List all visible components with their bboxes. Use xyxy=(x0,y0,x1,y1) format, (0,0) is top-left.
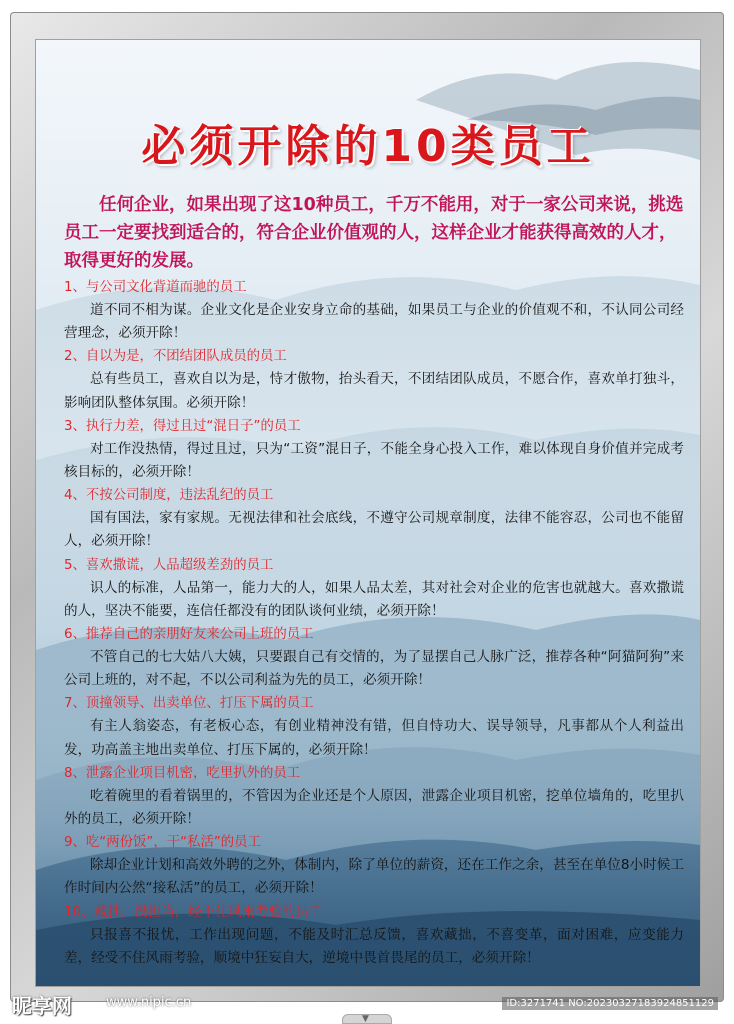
list-item xyxy=(64,554,686,623)
item-body: 识人的标准，人品第一，能力大的人，如果人品太差，其对社会对企业的危害也就越大。喜欢撒谎的人，坚决不能要，连信任都没有的团队谈何业绩，必须开除！ xyxy=(64,579,684,619)
item-body: 除却企业计划和高效外聘的之外，体制内，除了单位的薪资，还在工作之余，甚至在单位8小时候工作时间内公然“接私活”的员工，必须开除！ xyxy=(64,857,684,897)
poster-panel xyxy=(36,40,700,986)
item-body: 吃着碗里的看着锅里的，不管因为企业还是个人原因，泄露企业项目机密，挖单位墙角的，吃里扒外的员工，必须开除！ xyxy=(64,787,684,828)
page-title: 必须开除的10类员工 xyxy=(141,121,595,172)
item-heading: 5、喜欢撒谎，人品超级差劲的员工 xyxy=(64,557,274,573)
item-heading: 8、泄露企业项目机密，吃里扒外的员工 xyxy=(64,765,301,781)
list-item xyxy=(64,415,686,484)
item-heading: 6、推荐自己的亲朋好友来公司上班的员工 xyxy=(64,627,314,643)
item-body: 总有些员工，喜欢自以为是，恃才傲物，抬头看天，不团结团队成员，不愿合作，喜欢单打独斗，影响团队整体氛围。必须开除！ xyxy=(64,371,684,411)
item-body: 不管自己的七大姑八大姨，只要跟自己有交情的，为了显摆自己人脉广泛，推荐各种“阿猫阿狗”来公司上班的，对不起，不以公司利益为先的员工，必须开除！ xyxy=(64,649,684,689)
item-body: 对工作没热情，得过且过，只为“工资”混日子，不能全身心投入工作，难以体现自身价值并完成考核目标的，必须开除！ xyxy=(64,440,684,481)
item-heading: 10、藏拙，没担当，经不住风雨考验的员工 xyxy=(64,904,323,920)
list-item xyxy=(64,831,686,900)
item-list xyxy=(64,276,686,970)
bottom-tab[interactable] xyxy=(342,1014,392,1024)
list-item xyxy=(64,692,686,761)
item-body: 国有国法，家有家规。无视法律和社会底线，不遵守公司规章制度，法律不能容忍，公司也不能留人，必须开除！ xyxy=(64,510,684,550)
item-heading: 3、执行力差，得过且过“混日子”的员工 xyxy=(64,418,301,434)
list-item xyxy=(64,345,686,414)
list-item xyxy=(64,762,686,831)
list-item xyxy=(64,623,686,692)
list-item xyxy=(64,276,686,345)
watermark-url: www.nipic.cn xyxy=(106,995,192,1010)
item-heading: 7、顶撞领导、出卖单位、打压下属的员工 xyxy=(64,696,314,712)
list-item xyxy=(64,484,686,553)
watermark-logo: 昵享网 xyxy=(12,994,72,1018)
item-heading: 4、不按公司制度，违法乱纪的员工 xyxy=(64,488,274,504)
watermark-id: ID:3271741 NO:20230327183924851129 xyxy=(502,997,718,1010)
intro-paragraph: 任何企业，如果出现了这10种员工，千万不能用，对于一家公司来说，挑选员工一定要找到适合的，符合企业价值观的人，这样企业才能获得高效的人才，取得更好的发展。 xyxy=(64,195,684,271)
item-heading: 9、吃“两份饭”，干“私活”的员工 xyxy=(64,835,261,851)
item-heading: 2、自以为是，不团结团队成员的员工 xyxy=(64,349,287,365)
item-heading: 1、与公司文化背道而驰的员工 xyxy=(64,280,247,295)
item-body: 有主人翁姿态，有老板心态，有创业精神没有错，但自恃功大、误导领导，凡事都从个人利益出发，功高盖主地出卖单位、打压下属的，必须开除！ xyxy=(64,718,684,758)
chevron-down-icon: ▼ xyxy=(362,1014,369,1024)
list-item xyxy=(64,901,686,970)
item-body: 只报喜不报忧，工作出现问题，不能及时汇总反馈，喜欢藏拙，不喜变革，面对困难，应变能力差，经受不住风雨考验，顺境中狂妄自大，逆境中畏首畏尾的员工，必须开除！ xyxy=(64,926,684,966)
item-body: 道不同不相为谋。企业文化是企业安身立命的基础，如果员工与企业的价值观不和，不认同公司经营理念，必须开除！ xyxy=(64,302,684,342)
